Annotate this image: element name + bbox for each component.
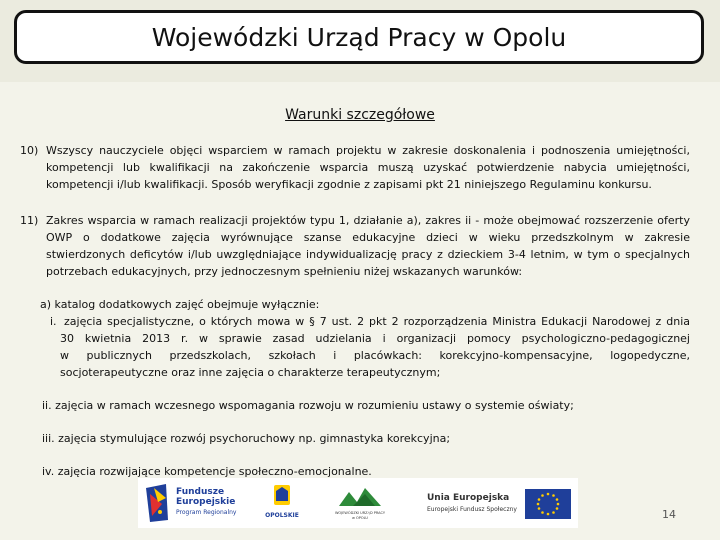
fe-line1: Fundusze [176, 487, 225, 497]
page-number: 14 [662, 508, 676, 521]
ue-line2: Europejski Fundusz Społeczny [427, 506, 517, 513]
wup-text: WOJEWÓDZKI URZĄD PRACY [335, 511, 385, 515]
sublist-iv: iv. zajęcia rozwijające kompetencje społeczno-emocjonalne. [42, 465, 372, 478]
item-10-line3: kompetencji i/lub kwalifikacji. Sposób weryfikacji zgodnie z zapisami pkt 21 niniejszego Regulaminu konkursu. [46, 178, 652, 191]
item-11-line3: stwierdzonych deficytów i/lub uwzględniające indywidualizację pracy z dzieckiem 3-4 letnim, w tym o specjalnych [46, 248, 690, 261]
section-subtitle: Warunki szczegółowe [285, 107, 435, 123]
opolskie-text: OPOLSKIE [265, 512, 299, 519]
item-10-line1: Wszyscy nauczyciele objęci wsparciem w ramach projektu w zakresie doskonalenia i podnoszenia umiejętności, [46, 144, 690, 157]
item-11-number: 11) [20, 214, 39, 227]
opolskie-logo [262, 483, 302, 523]
item-10-number: 10) [20, 144, 39, 157]
sublist-i-line2: 30 kwietnia 2013 r. w sprawie zasad udzielania i organizacji pomocy psychologiczno-pedagogicznej [60, 332, 690, 345]
sublist-iii: iii. zajęcia stymulujące rozwój psychoruchowy np. gimnastyka korekcyjna; [42, 432, 451, 445]
sublist-a-heading: a) katalog dodatkowych zajęć obejmuje wyłącznie: [40, 298, 320, 311]
sublist-i-number: i. [50, 315, 57, 328]
item-10-line2: kompetencji lub kwalifikacji na zakończenie wsparcia muszą uzyskać potwierdzenie nabycia umiejętności, [46, 161, 690, 174]
wup-logo [335, 480, 385, 526]
page-title: Wojewódzki Urząd Pracy w Opolu [151, 22, 567, 52]
sublist-i-line3: w publicznych przedszkolach, szkołach i placówkach: korekcyjno-kompensacyjne, logopedyczne, [60, 349, 690, 362]
eu-logo [425, 487, 575, 521]
fundusze-europejskie-logo [144, 480, 244, 526]
item-11-line2: OWP o dodatkowe zajęcia wyrównujące szanse edukacyjne dzieci w wieku przedszkolnym w zakresie [46, 231, 690, 244]
item-11-line4: potrzebach edukacyjnych, przy jednoczesnym spełnieniu niżej wskazanych warunków: [46, 265, 523, 278]
fe-line3: Program Regionalny [176, 509, 237, 516]
fe-line2: Europejskie [176, 497, 236, 507]
ue-line1: Unia Europejska [427, 493, 510, 503]
wup-text2: w OPOLU [352, 516, 368, 520]
sublist-i-line4: socjoterapeutyczne oraz inne zajęcia o charakterze terapeutycznym; [60, 366, 441, 379]
sublist-ii: ii. zajęcia w ramach wczesnego wspomagania rozwoju w rozumieniu ustawy o systemie oświaty; [42, 399, 574, 412]
sublist-i-line1: zajęcia specjalistyczne, o których mowa w § 7 ust. 2 pkt 2 rozporządzenia Ministra Edukacji Narodowej z dnia [64, 315, 690, 328]
title-box [14, 10, 704, 64]
item-11-line1: Zakres wsparcia w ramach realizacji projektów typu 1, działanie a), zakres ii - może obejmować rozszerzenie oferty [46, 214, 690, 227]
